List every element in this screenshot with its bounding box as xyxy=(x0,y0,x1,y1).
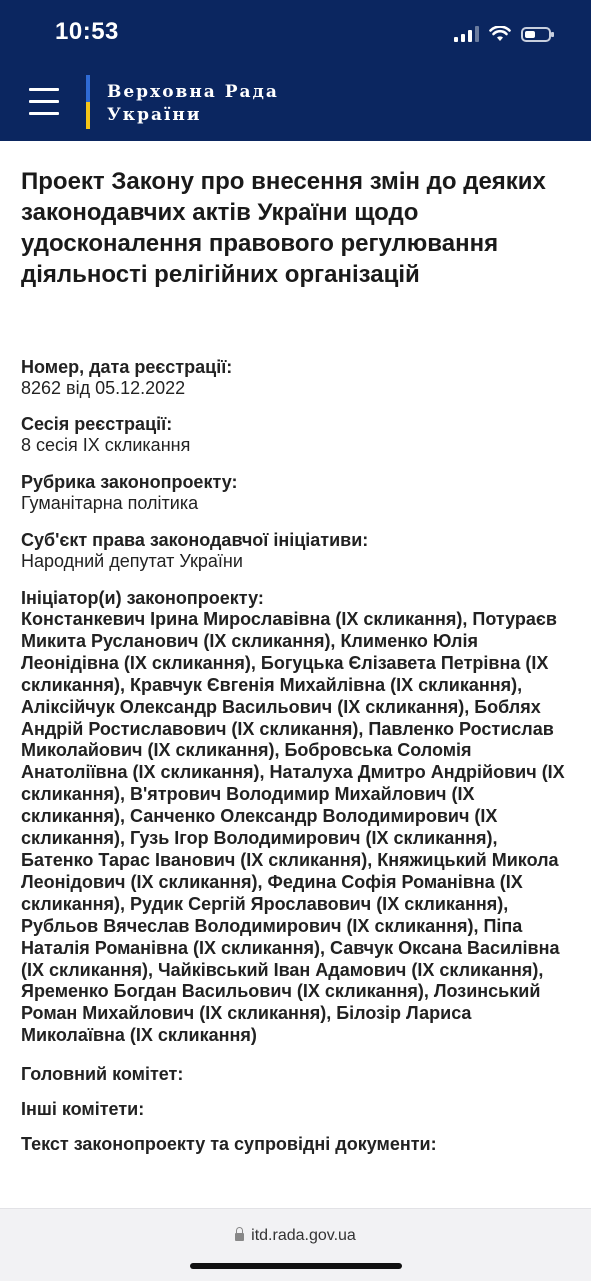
flag-stripe xyxy=(86,75,90,129)
field-session xyxy=(21,414,573,456)
field-subject xyxy=(21,530,573,572)
field-other-committees xyxy=(21,1099,573,1120)
subject-label: Суб'єкт права законодавчої ініціативи: xyxy=(21,530,369,550)
wifi-icon xyxy=(489,26,511,42)
rubric-value: Гуманітарна політика xyxy=(21,493,199,513)
session-label: Сесія реєстрації: xyxy=(21,414,173,434)
number-label: Номер, дата реєстрації: xyxy=(21,357,233,377)
url-display[interactable] xyxy=(0,1227,591,1245)
other-committees-label: Інші комітети: xyxy=(21,1099,145,1120)
status-icons xyxy=(454,24,551,44)
field-initiators xyxy=(21,588,573,1047)
initiators-label: Ініціатор(и) законопроекту: xyxy=(21,588,264,608)
bill-card xyxy=(21,166,573,1155)
documents-label[interactable]: Текст законопроекту та супровідні документи: xyxy=(21,1134,437,1155)
logo-line-1: Верховна Рада xyxy=(107,82,279,102)
logo-line-2: України xyxy=(107,105,202,125)
number-value: 8262 від 05.12.2022 xyxy=(21,378,186,398)
home-indicator[interactable] xyxy=(190,1263,402,1269)
site-header xyxy=(0,0,591,141)
site-logo[interactable] xyxy=(107,81,279,127)
session-value: 8 сесія IX скликання xyxy=(21,435,191,455)
hamburger-menu-icon[interactable] xyxy=(29,88,59,116)
rubric-label: Рубрика законопроекту: xyxy=(21,472,238,492)
initiators-list: Констанкевич Ірина Мирославівна (IX скликання), Потураєв Микита Русланович (IX скликання), Клименко Юлія Леонідівна (IX скликання), Богуцька Єлізавета Петрівна (IX скликання), Кравчук Євгенія Михайлівна (IX скликання), Аліксійчук Олександр Васильович (IX скликання), Боблях Андрій Ростиславович (IX скликання), Павленко Ростислав Миколайович (IX скликання), Бобровська Соломія Анатоліївна (IX скликання), Наталуха Дмитро Андрійович (IX скликання), В'ятрович Володимир Михайлович (IX скликання), Санченко Олександр Володимирович (IX скликання), Гузь Ігор Володимирович (IX скликання), Батенко Тарас Іванович (IX скликання), Княжицький Микола Леонідович (IX скликання), Федина Софія Романівна (IX скликання), Рудик Сергій Ярославович (IX скликання), Рубльов Вячеслав Володимирович (IX скликання), Піпа Наталія Романівна (IX скликання), Савчук Оксана Василівна (IX скликання), Чайківський Іван Адамович (IX скликання), Яременко Богдан Васильович (IX скликання), Лозинський Роман Михайлович (IX скликання), Білозір Лариса Миколаївна (IX скликання) xyxy=(21,609,565,1046)
battery-icon xyxy=(521,27,551,42)
signal-icon xyxy=(454,26,479,42)
status-time: 10:53 xyxy=(55,18,119,45)
field-main-committee xyxy=(21,1064,573,1085)
field-number xyxy=(21,357,573,399)
subject-value: Народний депутат України xyxy=(21,551,243,571)
browser-address-bar[interactable] xyxy=(0,1208,591,1281)
page-title: Проект Закону про внесення змін до деяких законодавчих актів України щодо удосконалення правового регулювання діяльності релігійних організацій xyxy=(21,168,546,288)
main-committee-label: Головний комітет: xyxy=(21,1064,184,1085)
lock-icon xyxy=(235,1233,244,1241)
field-rubric xyxy=(21,472,573,514)
url-text: itd.rada.gov.ua xyxy=(251,1227,356,1244)
field-documents xyxy=(21,1134,573,1155)
